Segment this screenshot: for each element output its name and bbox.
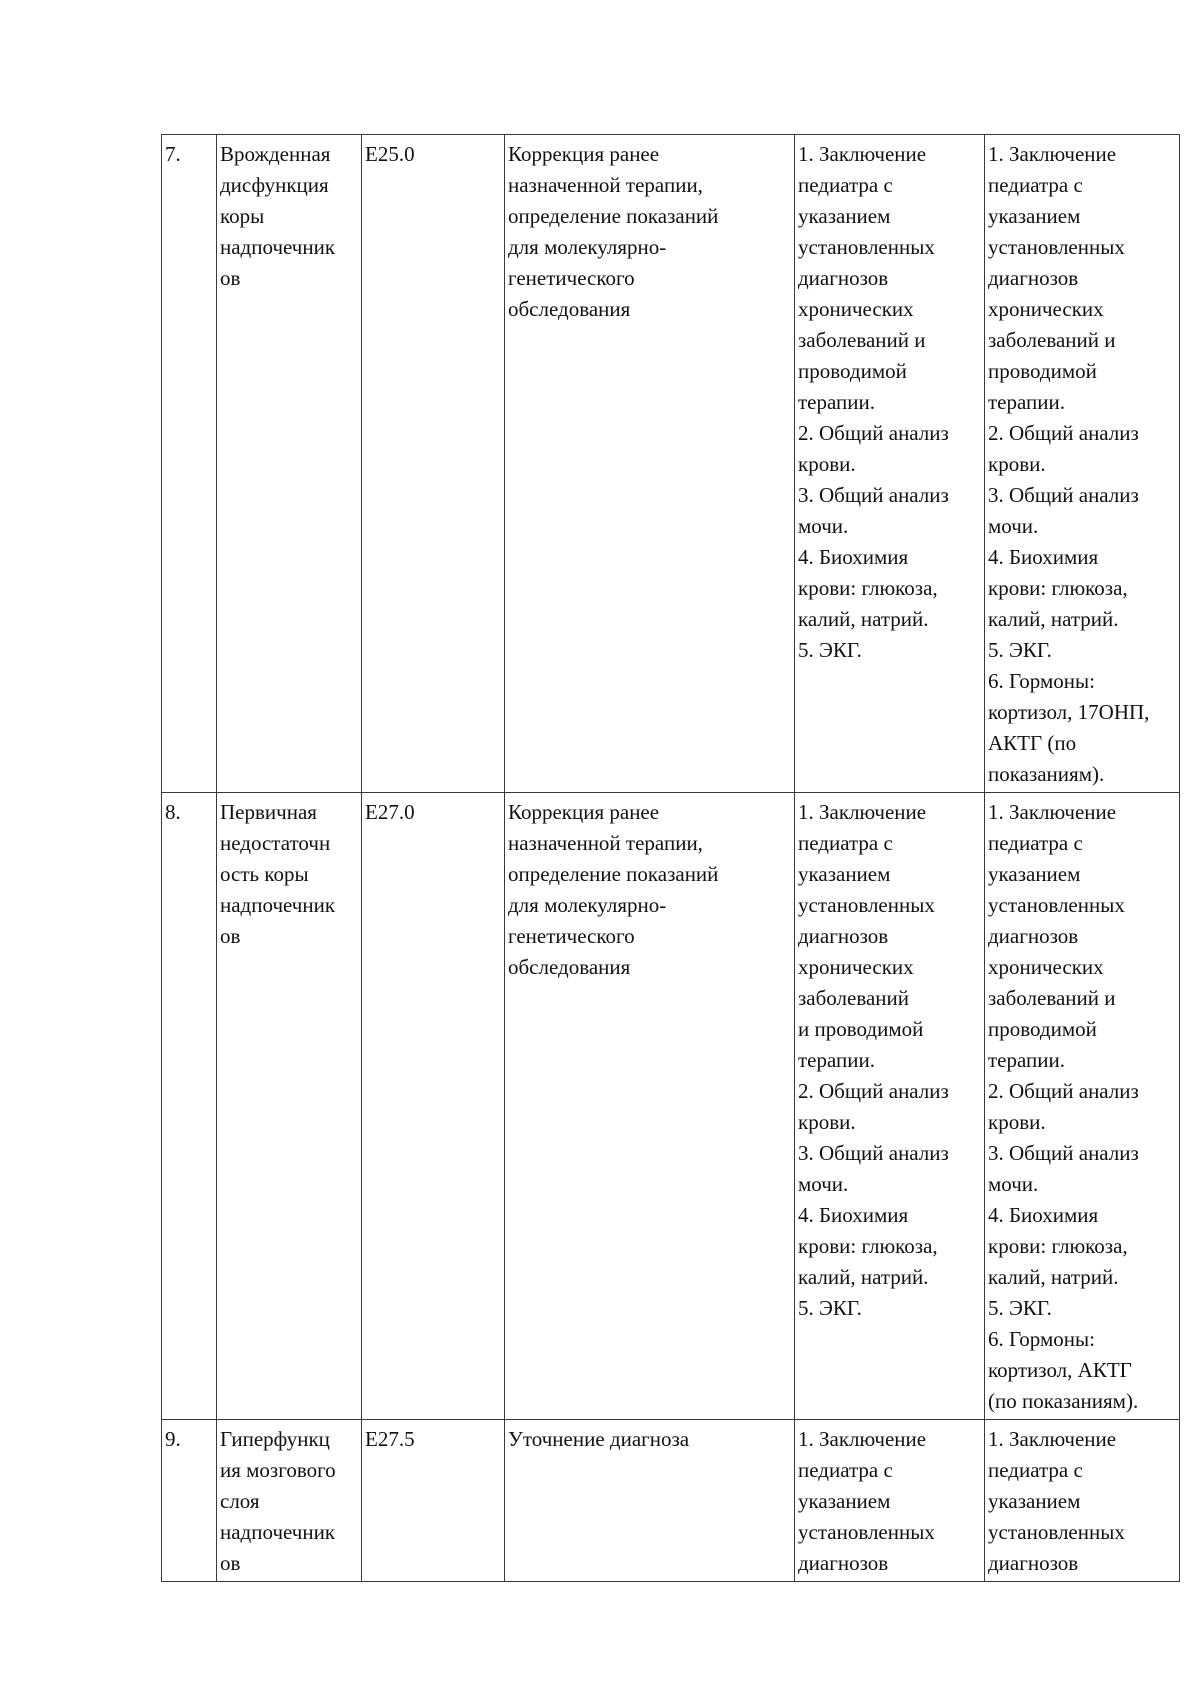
cell-text-line: заболеваний и (798, 328, 926, 352)
cell-text-line: крови. (988, 452, 1046, 476)
cell-text-line: 4. Биохимия (988, 1203, 1099, 1227)
cell-text-line: калий, натрий. (798, 1265, 929, 1289)
cell-text-line: мочи. (988, 514, 1039, 538)
cell-text: E25.0 (365, 142, 415, 166)
required-exams-extended-cell (985, 135, 1180, 793)
cell-text-line: ов (220, 924, 241, 948)
cell-text-line: крови. (798, 452, 856, 476)
cell-text-line: мочи. (798, 514, 849, 538)
cell-text-line: Коррекция ранее (508, 800, 660, 824)
cell-text-line: педиатра с (988, 173, 1083, 197)
cell-text-line: 2. Общий анализ (988, 1079, 1139, 1103)
cell-text-line: крови: глюкоза, (798, 576, 938, 600)
cell-text-line: мочи. (798, 1172, 849, 1196)
cell-text-line: хронических (988, 955, 1104, 979)
cell-text-line: педиатра с (988, 831, 1083, 855)
cell-text-line: назначенной терапии, (508, 831, 703, 855)
purpose-cell (505, 793, 795, 1420)
cell-text-line: обследования (508, 297, 631, 321)
row-number-cell (162, 135, 217, 793)
cell-text-line: показаниям). (988, 762, 1105, 786)
cell-text-line: определение показаний (508, 204, 719, 228)
cell-text-line: терапии. (988, 1048, 1066, 1072)
disease-name-cell (217, 135, 362, 793)
cell-text-line: педиатра с (798, 1458, 893, 1482)
cell-text-line: надпочечник (220, 1520, 336, 1544)
icd-code-cell (362, 135, 505, 793)
cell-text-line: обследования (508, 955, 631, 979)
cell-text-line: мочи. (988, 1172, 1039, 1196)
cell-text-line: 1. Заключение (988, 142, 1117, 166)
cell-text-line: 2. Общий анализ (798, 421, 949, 445)
cell-text-line: диагнозов (798, 924, 889, 948)
cell-text: E27.0 (365, 800, 415, 824)
cell-text-line: установленных (988, 1520, 1125, 1544)
cell-text-line: указанием (798, 862, 891, 886)
cell-text-line: и проводимой (798, 1017, 924, 1041)
cell-text-line: для молекулярно- (508, 235, 667, 259)
cell-text-line: 1. Заключение (798, 1427, 927, 1451)
cell-text-line: 5. ЭКГ. (988, 1296, 1052, 1320)
cell-text-line: заболеваний и (988, 328, 1116, 352)
cell-text-line: 2. Общий анализ (798, 1079, 949, 1103)
cell-text-line: генетического (508, 266, 635, 290)
cell-text-line: 2. Общий анализ (988, 421, 1139, 445)
icd-code-cell (362, 1420, 505, 1582)
cell-text-line: проводимой (798, 359, 907, 383)
required-exams-cell (795, 793, 985, 1420)
cell-text-line: для молекулярно- (508, 893, 667, 917)
cell-text-line: хронических (798, 297, 914, 321)
cell-text-line: кортизол, АКТГ (988, 1358, 1132, 1382)
cell-text-line: 3. Общий анализ (798, 1141, 949, 1165)
cell-text-line: 6. Гормоны: (988, 669, 1095, 693)
cell-text: E27.5 (365, 1427, 415, 1451)
cell-text-line: калий, натрий. (798, 607, 929, 631)
cell-text-line: терапии. (798, 390, 876, 414)
icd-code-cell (362, 793, 505, 1420)
cell-text-line: диагнозов (988, 924, 1079, 948)
cell-text-line: заболеваний (798, 986, 909, 1010)
cell-text-line: педиатра с (798, 831, 893, 855)
cell-text-line: диагнозов (798, 1551, 889, 1575)
cell-text-line: 5. ЭКГ. (988, 638, 1052, 662)
cell-text-line: коры (220, 204, 265, 228)
purpose-cell (505, 1420, 795, 1582)
table-row (162, 1420, 1180, 1582)
cell-text-line: 3. Общий анализ (988, 483, 1139, 507)
cell-text-line: крови: глюкоза, (988, 576, 1128, 600)
cell-text-line: 5. ЭКГ. (798, 1296, 862, 1320)
cell-text: 8. (165, 800, 181, 824)
cell-text-line: указанием (988, 862, 1081, 886)
cell-text-line: хронических (798, 955, 914, 979)
cell-text-line: Врожденная (220, 142, 331, 166)
cell-text-line: установленных (988, 893, 1125, 917)
row-number-cell (162, 793, 217, 1420)
cell-text-line: 4. Биохимия (798, 1203, 909, 1227)
cell-text-line: 4. Биохимия (798, 545, 909, 569)
cell-text-line: назначенной терапии, (508, 173, 703, 197)
cell-text-line: заболеваний и (988, 986, 1116, 1010)
cell-text-line: Коррекция ранее (508, 142, 660, 166)
cell-text-line: терапии. (798, 1048, 876, 1072)
cell-text-line: диагнозов (798, 266, 889, 290)
cell-text-line: Первичная (220, 800, 317, 824)
cell-text-line: Уточнение диагноза (508, 1427, 690, 1451)
cell-text-line: ость коры (220, 862, 309, 886)
cell-text-line: диагнозов (988, 266, 1079, 290)
cell-text-line: терапии. (988, 390, 1066, 414)
cell-text-line: проводимой (988, 359, 1097, 383)
table-body (162, 135, 1180, 1582)
cell-text-line: 1. Заключение (988, 800, 1117, 824)
cell-text-line: ия мозгового (220, 1458, 336, 1482)
cell-text-line: указанием (798, 1489, 891, 1513)
required-exams-cell (795, 135, 985, 793)
cell-text-line: 1. Заключение (988, 1427, 1117, 1451)
cell-text-line: Гиперфункц (220, 1427, 330, 1451)
cell-text-line: установленных (798, 235, 935, 259)
required-exams-extended-cell (985, 1420, 1180, 1582)
required-exams-extended-cell (985, 793, 1180, 1420)
cell-text-line: АКТГ (по (988, 731, 1077, 755)
cell-text-line: диагнозов (988, 1551, 1079, 1575)
cell-text-line: (по показаниям). (988, 1389, 1139, 1413)
cell-text-line: надпочечник (220, 235, 336, 259)
cell-text-line: 5. ЭКГ. (798, 638, 862, 662)
cell-text-line: педиатра с (798, 173, 893, 197)
cell-text-line: педиатра с (988, 1458, 1083, 1482)
cell-text-line: 1. Заключение (798, 142, 927, 166)
cell-text-line: определение показаний (508, 862, 719, 886)
cell-text-line: 1. Заключение (798, 800, 927, 824)
cell-text-line: 3. Общий анализ (798, 483, 949, 507)
cell-text-line: 6. Гормоны: (988, 1327, 1095, 1351)
cell-text-line: ов (220, 266, 241, 290)
cell-text: 7. (165, 142, 181, 166)
cell-text-line: крови. (798, 1110, 856, 1134)
cell-text: 9. (165, 1427, 181, 1451)
cell-text-line: слоя (220, 1489, 260, 1513)
cell-text-line: указанием (798, 204, 891, 228)
cell-text-line: генетического (508, 924, 635, 948)
cell-text-line: установленных (988, 235, 1125, 259)
cell-text-line: калий, натрий. (988, 1265, 1119, 1289)
cell-text-line: недостаточн (220, 831, 331, 855)
cell-text-line: проводимой (988, 1017, 1097, 1041)
cell-text-line: надпочечник (220, 893, 336, 917)
cell-text-line: 4. Биохимия (988, 545, 1099, 569)
disease-name-cell (217, 793, 362, 1420)
cell-text-line: указанием (988, 204, 1081, 228)
cell-text-line: 3. Общий анализ (988, 1141, 1139, 1165)
cell-text-line: дисфункция (220, 173, 329, 197)
cell-text-line: хронических (988, 297, 1104, 321)
cell-text-line: установленных (798, 1520, 935, 1544)
cell-text-line: крови. (988, 1110, 1046, 1134)
cell-text-line: указанием (988, 1489, 1081, 1513)
cell-text-line: крови: глюкоза, (798, 1234, 938, 1258)
disease-name-cell (217, 1420, 362, 1582)
cell-text-line: крови: глюкоза, (988, 1234, 1128, 1258)
clinical-table (161, 134, 1180, 1582)
required-exams-cell (795, 1420, 985, 1582)
purpose-cell (505, 135, 795, 793)
cell-text-line: установленных (798, 893, 935, 917)
table-row (162, 793, 1180, 1420)
cell-text-line: калий, натрий. (988, 607, 1119, 631)
cell-text-line: кортизол, 17ОНП, (988, 700, 1150, 724)
cell-text-line: ов (220, 1551, 241, 1575)
row-number-cell (162, 1420, 217, 1582)
table-row (162, 135, 1180, 793)
